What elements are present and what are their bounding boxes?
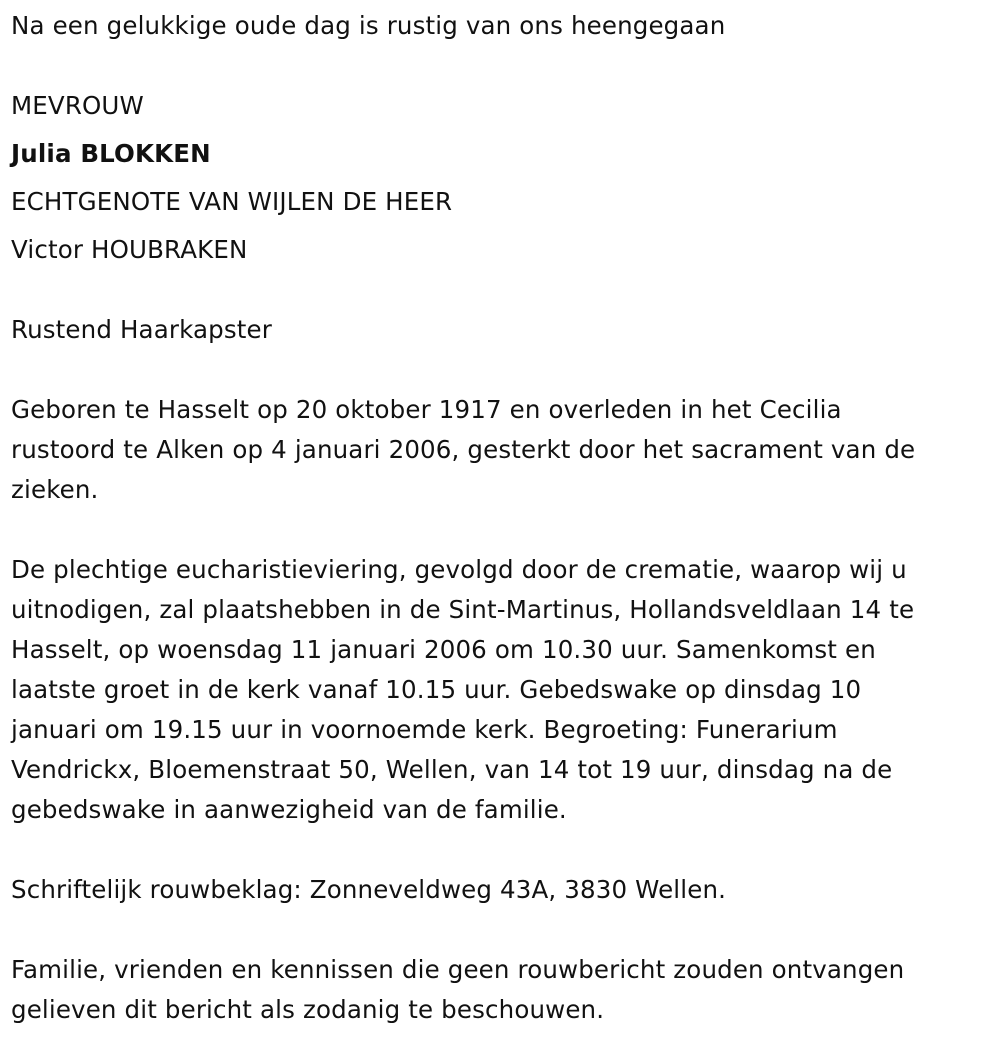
paragraph-line: Geboren te Hasselt op 20 oktober 1917 en overleden in het Cecilia — [11, 395, 842, 424]
paragraph-line: gelieven dit bericht als zodanig te beschouwen. — [11, 995, 605, 1024]
paragraph-line: januari om 19.15 uur in voornoemde kerk. Begroeting: Funerarium — [11, 715, 838, 744]
paragraph-line: De plechtige eucharistieviering, gevolgd door de crematie, waarop wij u — [11, 555, 907, 584]
spouse-label: ECHTGENOTE VAN WIJLEN DE HEER — [11, 187, 453, 216]
intro-text: Na een gelukkige oude dag is rustig van ons heengegaan — [11, 11, 726, 40]
title-text: MEVROUW — [11, 91, 144, 120]
paragraph-line: Familie, vrienden en kennissen die geen rouwbericht zouden ontvangen — [11, 955, 905, 984]
spouse-name: Victor HOUBRAKEN — [11, 235, 248, 264]
deceased-name: Julia BLOKKEN — [11, 139, 211, 168]
paragraph-line: zieken. — [11, 475, 99, 504]
paragraph-line: Hasselt, op woensdag 11 januari 2006 om 10.30 uur. Samenkomst en — [11, 635, 876, 664]
paragraph-line: rustoord te Alken op 4 januari 2006, gesterkt door het sacrament van de — [11, 435, 916, 464]
paragraph-line: Vendrickx, Bloemenstraat 50, Wellen, van 14 tot 19 uur, dinsdag na de — [11, 755, 893, 784]
paragraph-line: gebedswake in aanwezigheid van de familie. — [11, 795, 567, 824]
condolences-address: Schriftelijk rouwbeklag: Zonneveldweg 43A, 3830 Wellen. — [11, 875, 727, 904]
occupation-text: Rustend Haarkapster — [11, 315, 272, 344]
paragraph-line: laatste groet in de kerk vanaf 10.15 uur. Gebedswake op dinsdag 10 — [11, 675, 862, 704]
paragraph-line: uitnodigen, zal plaatshebben in de Sint-Martinus, Hollandsveldlaan 14 te — [11, 595, 915, 624]
